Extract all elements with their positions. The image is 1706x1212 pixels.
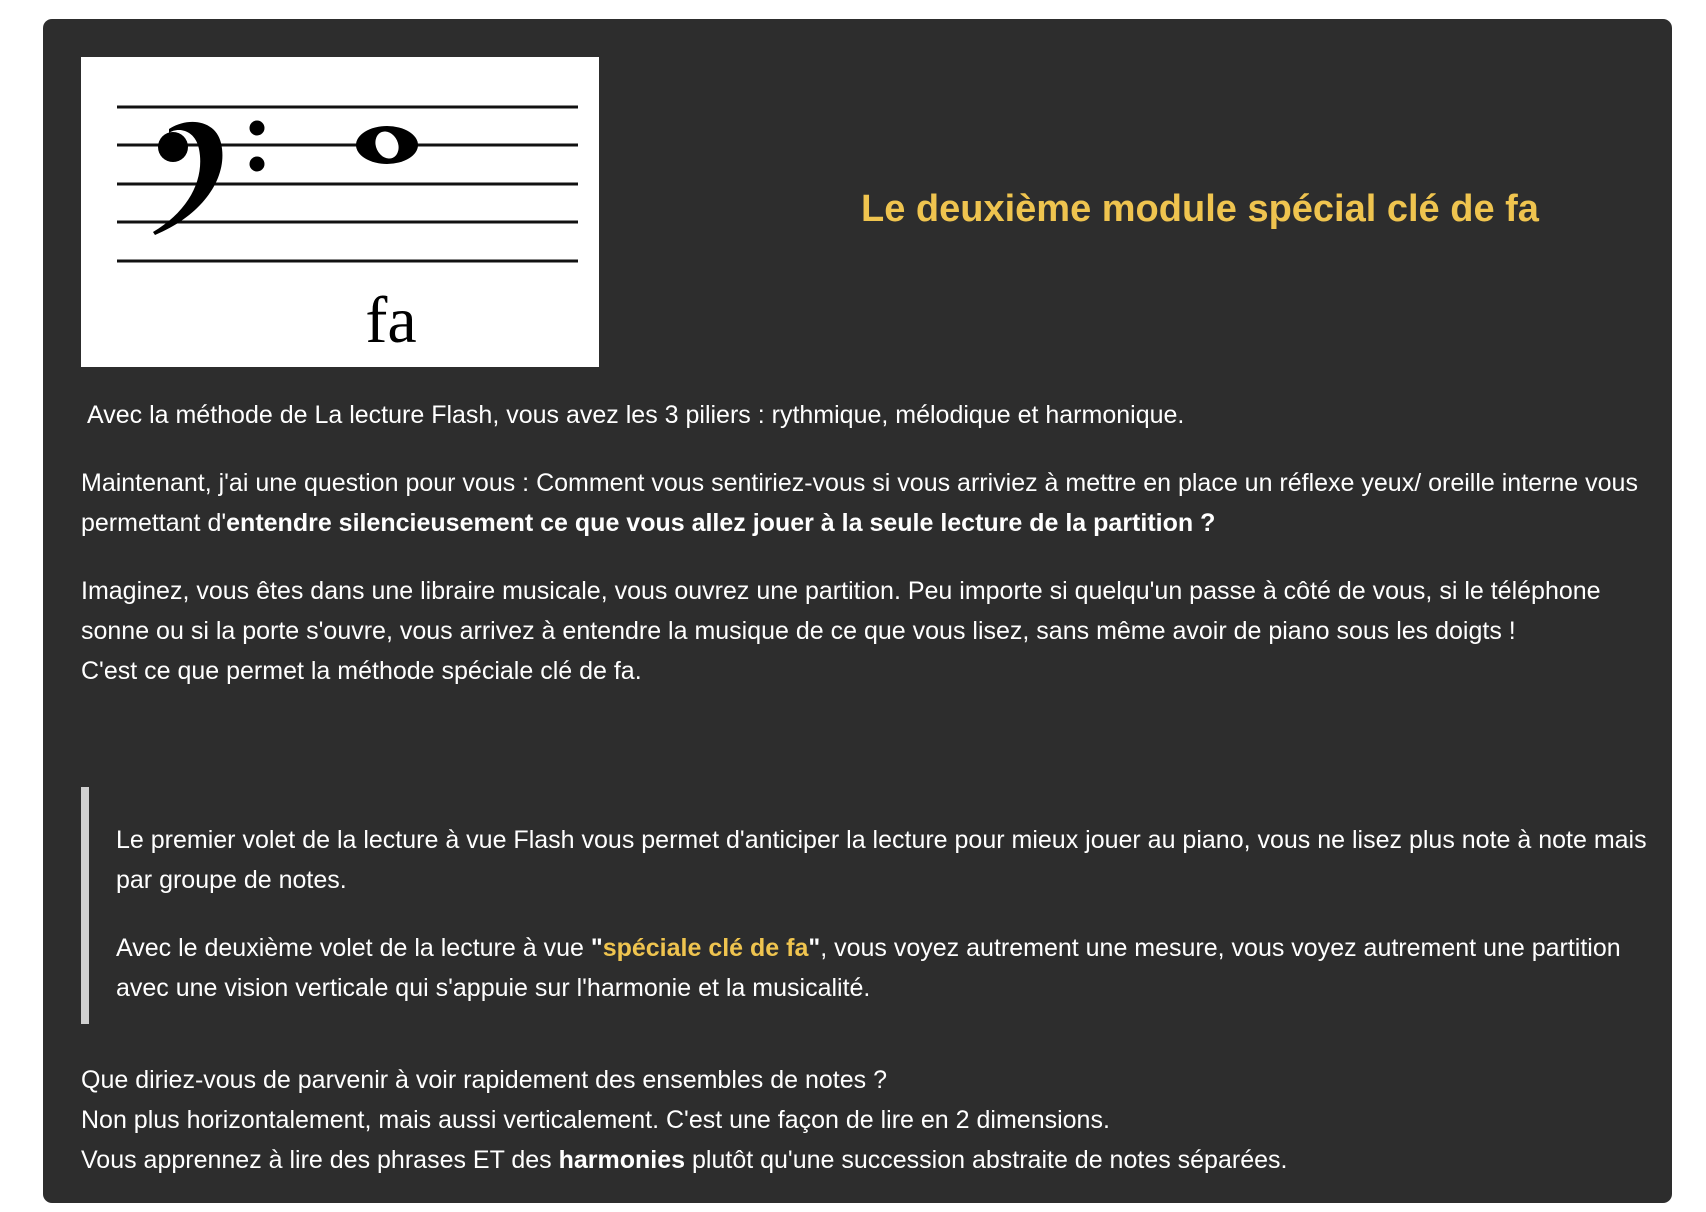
question-lead: Maintenant, j'ai une question pour vous : Comment vous sentiriez-vous si vous arriviez à mettre en place un réflexe yeux/ oreille interne vous permettant d' — [81, 469, 1638, 537]
intro-paragraph — [87, 395, 1677, 435]
content-panel — [43, 19, 1672, 1203]
quote-second-after: , vous voyez autrement une mesure, vous voyez autrement une partition avec une vision verticale qui s'appuie sur l'harmonie et la musicalité. — [116, 934, 1621, 1002]
intro-text: Avec la méthode de La lecture Flash, vous avez les 3 piliers : rythmique, mélodique et harmonique. — [87, 401, 1185, 429]
question-emphasis: entendre silencieusement ce que vous allez jouer à la seule lecture de la partition ? — [226, 509, 1216, 537]
quote-first-paragraph: Le premier volet de la lecture à vue Flash vous permet d'anticiper la lecture pour mieux jouer au piano, vous ne lisez plus note à note mais par groupe de notes. — [116, 826, 1647, 894]
closing-line-3-after: plutôt qu'une succession abstraite de notes séparées. — [685, 1146, 1288, 1174]
question-paragraph — [81, 463, 1671, 543]
closing-line-1: Que diriez-vous de parvenir à voir rapidement des ensembles de notes ? — [81, 1066, 887, 1094]
imagine-line-1: Imaginez, vous êtes dans une libraire musicale, vous ouvrez une partition. Peu importe si quelqu'un passe à côté de vous, si le téléphone sonne ou si la porte s'ouvre, vous arrivez à entendre la musique de ce que vous lisez, sans même avoir de piano sous les doigts ! — [81, 577, 1601, 645]
quote-second-paragraph — [116, 928, 1656, 1008]
closing-line-3-before: Vous apprennez à lire des phrases ET des — [81, 1146, 559, 1174]
closing-line-3-bold: harmonies — [558, 1146, 686, 1174]
blockquote — [81, 787, 1651, 1024]
module-title: Le deuxième module spécial clé de fa — [861, 188, 1539, 230]
quote-close-mark: " — [808, 934, 821, 962]
quote-second-before: Avec le deuxième volet de la lecture à vue — [116, 934, 591, 962]
quote-highlight: spéciale clé de fa — [602, 934, 809, 962]
imagine-paragraph — [81, 571, 1671, 691]
imagine-line-2: C'est ce que permet la méthode spéciale clé de fa. — [81, 657, 642, 685]
closing-paragraph — [81, 1060, 1671, 1180]
bass-clef-icon — [153, 121, 265, 236]
closing-line-2: Non plus horizontalement, mais aussi verticalement. C'est une façon de lire en 2 dimensions. — [81, 1106, 1110, 1134]
bass-clef-staff-image — [81, 57, 599, 367]
whole-note-icon — [356, 126, 418, 164]
quote-open-mark: " — [590, 934, 603, 962]
note-name-label: fa — [365, 284, 417, 357]
